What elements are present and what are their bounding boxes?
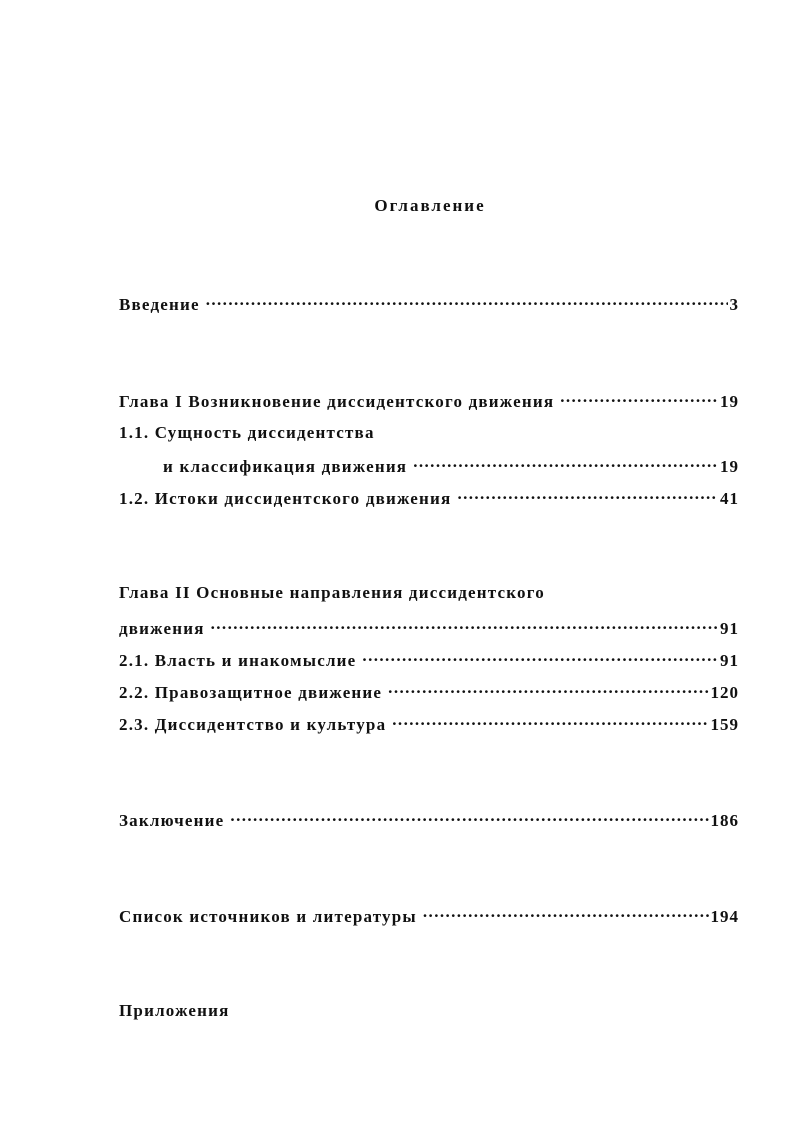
toc-entry-chapter1 bbox=[119, 389, 739, 413]
toc-entry-1-1-line2 bbox=[163, 454, 739, 478]
dot-leader bbox=[362, 648, 718, 666]
toc-entry-2-3 bbox=[119, 712, 739, 736]
toc-page-number: 41 bbox=[720, 489, 739, 508]
page-title: Оглавление bbox=[374, 196, 486, 215]
toc-entry-label: Заключение bbox=[119, 811, 225, 830]
toc-entry-label: и классификация движения bbox=[163, 457, 408, 476]
dot-leader bbox=[560, 389, 718, 407]
toc-entry-label: 2.3. Диссидентство и культура bbox=[119, 715, 387, 734]
toc-entry-chapter2-line2 bbox=[119, 616, 739, 640]
toc-entry-2-1 bbox=[119, 648, 739, 672]
toc-entry-1-1-line1: 1.1. Сущность диссидентства bbox=[119, 423, 375, 442]
toc-entry-label: движения bbox=[119, 619, 205, 638]
dot-leader bbox=[206, 292, 728, 310]
toc-page-number: 3 bbox=[729, 295, 739, 314]
toc-entry-label: 2.2. Правозащитное движение bbox=[119, 683, 383, 702]
toc-entry-appendix: Приложения bbox=[119, 1001, 230, 1020]
dot-leader bbox=[230, 808, 708, 826]
toc-entry-1-2 bbox=[119, 486, 739, 510]
dot-leader bbox=[211, 616, 718, 634]
toc-entry-intro bbox=[119, 292, 739, 316]
toc-entry-label: 2.1. Власть и инакомыслие bbox=[119, 651, 357, 670]
toc-entry-conclusion bbox=[119, 808, 739, 832]
toc-page-number: 159 bbox=[710, 715, 739, 734]
toc-entry-2-2 bbox=[119, 680, 739, 704]
dot-leader bbox=[423, 904, 709, 922]
toc-page-number: 120 bbox=[710, 683, 739, 702]
dot-leader bbox=[413, 454, 718, 472]
toc-entry-label: Глава I Возникновение диссидентского движения bbox=[119, 392, 555, 411]
toc-entry-label: 1.2. Истоки диссидентского движения bbox=[119, 489, 452, 508]
toc-page-number: 186 bbox=[710, 811, 739, 830]
toc-page-number: 91 bbox=[720, 651, 739, 670]
dot-leader bbox=[392, 712, 708, 730]
toc-entry-chapter2-line1: Глава II Основные направления диссидентского bbox=[119, 583, 545, 602]
toc-entry-sources bbox=[119, 904, 739, 928]
dot-leader bbox=[457, 486, 718, 504]
toc-entry-label: Введение bbox=[119, 295, 200, 314]
dot-leader bbox=[388, 680, 708, 698]
toc-page-number: 19 bbox=[720, 457, 739, 476]
toc-page-number: 194 bbox=[710, 907, 739, 926]
toc-page-number: 91 bbox=[720, 619, 739, 638]
toc-page-number: 19 bbox=[720, 392, 739, 411]
toc-entry-label: Список источников и литературы bbox=[119, 907, 417, 926]
